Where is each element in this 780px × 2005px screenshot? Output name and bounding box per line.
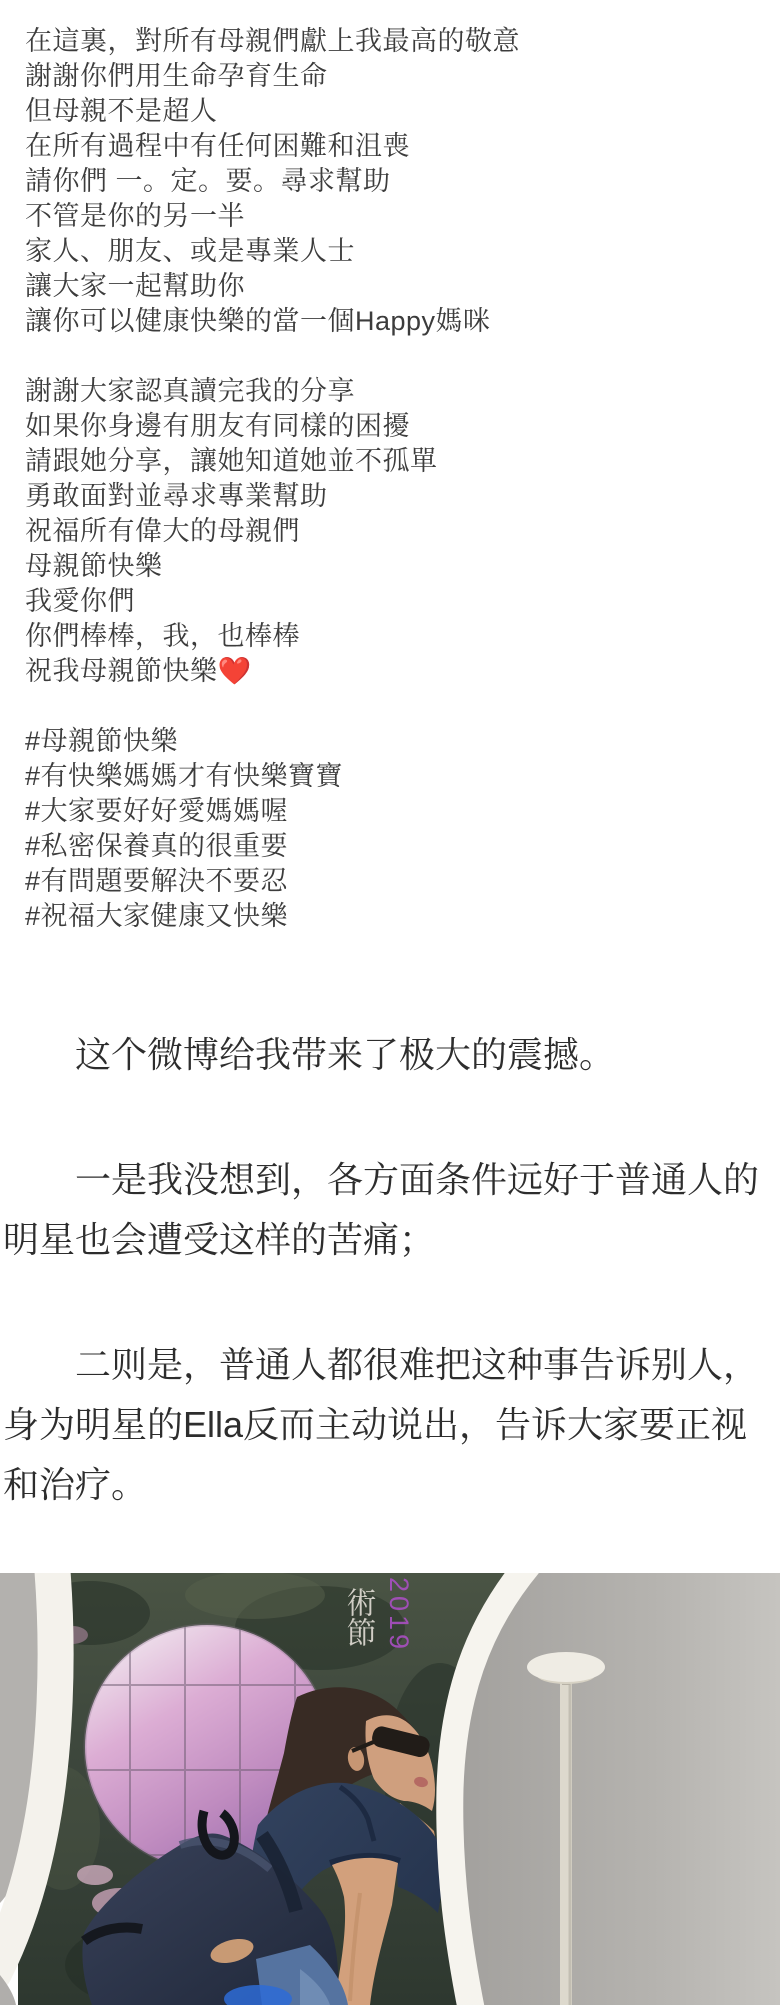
commentary-line: 这个微博给我带来了极大的震撼。	[75, 1034, 616, 1075]
quote-line: 在所有過程中有任何困難和沮喪	[25, 131, 410, 161]
commentary-line: 一是我没想到，各方面条件远好于普通人的	[75, 1159, 760, 1200]
quote-line: 不管是你的另一半	[25, 201, 245, 231]
quote-line: 勇敢面對並尋求專業幫助	[25, 481, 328, 511]
commentary-section	[0, 1025, 780, 1580]
quote-line: 祝福所有偉大的母親們	[25, 516, 300, 546]
quote-line: 家人、朋友、或是專業人士	[25, 236, 355, 266]
quote-block	[25, 24, 765, 934]
quote-line: 謝謝你們用生命孕育生命	[25, 61, 328, 91]
quote-line: 你們棒棒，我，也棒棒	[25, 621, 300, 651]
quote-line: 請你們 一。定。要。尋求幫助	[25, 166, 391, 196]
quote-line: 請跟她分享，讓她知道她並不孤單	[25, 446, 438, 476]
commentary-paragraph	[0, 1025, 780, 1085]
quote-line: #有快樂媽媽才有快樂寶寶	[25, 761, 344, 791]
quote-line: #母親節快樂	[25, 726, 179, 756]
quote-line: #有問題要解決不要忍	[25, 866, 289, 896]
quote-line: 謝謝大家認真讀完我的分享	[25, 376, 355, 406]
quote-line: 祝我母親節快樂❤️	[25, 656, 252, 686]
signage-vertical-text: 術節	[341, 1587, 375, 1647]
quote-line: 我愛你們	[25, 586, 135, 616]
quote-line: #大家要好好愛媽媽喔	[25, 796, 289, 826]
quote-line: 母親節快樂	[25, 551, 163, 581]
heart-emoji: ❤️	[217, 656, 252, 686]
quote-blank-line	[25, 339, 765, 374]
commentary-paragraph	[0, 1150, 780, 1270]
quote-line: 如果你身邊有朋友有同樣的困擾	[25, 411, 410, 441]
quote-line: #私密保養真的很重要	[25, 831, 289, 861]
quote-line: 讓大家一起幫助你	[25, 271, 245, 301]
signage-year-text: 2019	[384, 1577, 414, 1654]
commentary-line: 和治疗。	[3, 1464, 148, 1505]
quote-line: 但母親不是超人	[25, 96, 218, 126]
street-photo-illustration	[0, 1573, 780, 2005]
quote-line: #祝福大家健康又快樂	[25, 901, 289, 931]
photo-figure	[0, 1573, 780, 2005]
commentary-paragraph	[0, 1335, 780, 1515]
quote-line: 讓你可以健康快樂的當一個Happy媽咪	[25, 306, 491, 336]
commentary-line: 二则是，普通人都很难把这种事告诉别人，	[75, 1344, 760, 1385]
commentary-line: 明星也会遭受这样的苦痛；	[3, 1219, 436, 1260]
right-panel	[450, 1573, 780, 2005]
quote-blank-line	[25, 689, 765, 724]
quote-line: 在這裏，對所有母親們獻上我最高的敬意	[25, 26, 520, 56]
commentary-line: 身为明星的Ella反而主动说出，告诉大家要正视	[3, 1404, 748, 1445]
